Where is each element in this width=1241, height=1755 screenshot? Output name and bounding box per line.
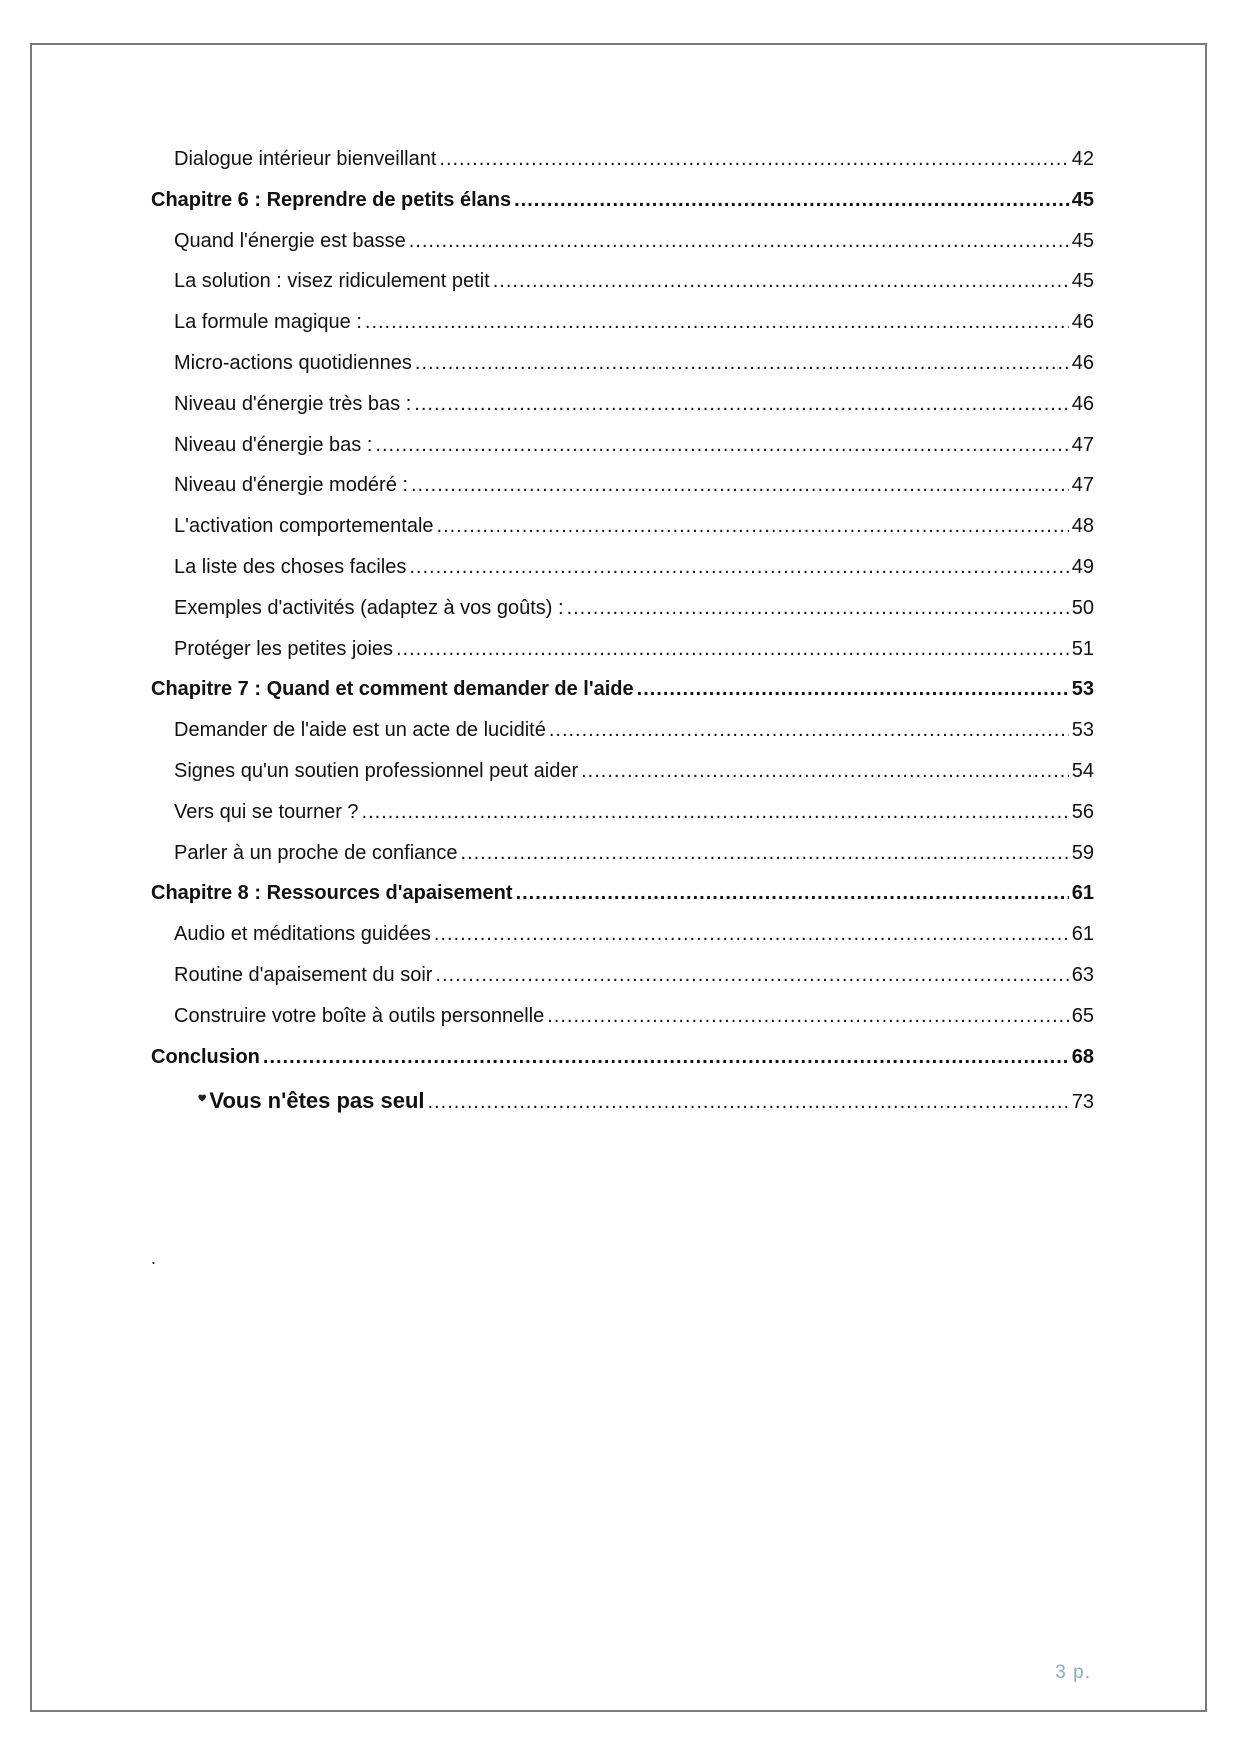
toc-entry-page: 50 — [1071, 596, 1094, 619]
toc-chapter[interactable] — [151, 882, 1094, 923]
toc-leader — [516, 882, 1069, 905]
toc-entry-page: 61 — [1071, 923, 1094, 946]
toc-entry[interactable] — [151, 760, 1094, 801]
toc-leader — [549, 719, 1069, 742]
toc-leader — [396, 638, 1069, 661]
toc-entry-label: Dialogue intérieur bienveillant — [174, 148, 437, 170]
toc-entry-label: Signes qu'un soutien professionnel peut aider — [174, 759, 579, 782]
toc-entry[interactable] — [151, 801, 1094, 842]
toc-entry-page: 45 — [1071, 229, 1094, 252]
toc-entry[interactable] — [151, 556, 1094, 597]
toc-entry-label: Routine d'apaisement du soir — [174, 963, 433, 986]
toc-leader — [362, 801, 1069, 824]
toc-entry-page: 45 — [1071, 270, 1094, 293]
toc-entry-label: La formule magique : — [174, 311, 362, 334]
toc-entry-page: 73 — [1071, 1091, 1094, 1114]
toc-entry-page: 49 — [1071, 555, 1094, 578]
toc-entry[interactable] — [151, 923, 1094, 964]
toc-leader — [414, 393, 1068, 416]
toc-leader — [263, 1046, 1069, 1069]
toc-entry[interactable] — [151, 597, 1094, 638]
toc-entry-label: Vous n'êtes pas seul — [209, 1088, 425, 1114]
toc-entry-page: 56 — [1071, 800, 1094, 823]
toc-leader — [409, 230, 1069, 253]
toc-entry[interactable] — [151, 638, 1094, 679]
toc-chapter[interactable] — [151, 189, 1094, 230]
table-of-contents — [151, 148, 1094, 1132]
toc-leader — [439, 148, 1068, 171]
stray-mark: . — [151, 1248, 157, 1268]
toc-leader — [547, 1005, 1069, 1028]
toc-entry-label: Micro-actions quotidiennes — [174, 351, 412, 374]
toc-entry-label: Parler à un proche de confiance — [174, 841, 458, 864]
toc-leader — [437, 515, 1069, 538]
toc-entry[interactable] — [151, 474, 1094, 515]
toc-entry[interactable] — [151, 719, 1094, 760]
toc-leader — [581, 760, 1069, 783]
toc-entry-label: Construire votre boîte à outils personnelle — [174, 1004, 545, 1027]
toc-leader — [415, 352, 1069, 375]
toc-entry[interactable] — [151, 393, 1094, 434]
toc-entry-label: Exemples d'activités (adaptez à vos goûts) : — [174, 596, 564, 619]
toc-leader — [493, 270, 1069, 293]
toc-entry-page: 68 — [1071, 1045, 1094, 1068]
toc-leader — [434, 923, 1069, 946]
toc-leader — [375, 434, 1068, 457]
toc-entry-page: 42 — [1071, 148, 1094, 170]
toc-entry-page: 47 — [1071, 474, 1094, 497]
toc-entry-page: 63 — [1071, 963, 1094, 986]
toc-entry[interactable] — [151, 148, 1094, 189]
toc-leader — [428, 1091, 1069, 1114]
toc-entry-page: 48 — [1071, 515, 1094, 538]
toc-leader — [514, 189, 1069, 212]
toc-entry[interactable] — [151, 352, 1094, 393]
toc-entry-label: Niveau d'énergie bas : — [174, 433, 373, 456]
toc-entry-label: Chapitre 6 : Reprendre de petits élans — [151, 188, 512, 211]
toc-entry-page: 45 — [1071, 188, 1094, 211]
toc-entry-page: 46 — [1071, 351, 1094, 374]
toc-entry-page: 54 — [1071, 759, 1094, 782]
toc-leader — [411, 474, 1069, 497]
toc-entry-page: 51 — [1071, 637, 1094, 660]
black-heart-icon — [198, 1088, 206, 1108]
toc-entry-label: Chapitre 8 : Ressources d'apaisement — [151, 882, 513, 905]
toc-entry[interactable] — [151, 515, 1094, 556]
toc-entry-label: Protéger les petites joies — [174, 637, 394, 660]
toc-entry-label: Niveau d'énergie très bas : — [174, 392, 412, 415]
toc-entry-label: Conclusion — [151, 1045, 260, 1068]
toc-leader — [365, 311, 1069, 334]
toc-entry[interactable] — [151, 270, 1094, 311]
toc-entry[interactable] — [151, 230, 1094, 271]
toc-entry-label: Quand l'énergie est basse — [174, 229, 406, 252]
toc-leader — [567, 597, 1069, 620]
toc-entry-page: 61 — [1071, 882, 1094, 905]
toc-chapter[interactable] — [151, 678, 1094, 719]
toc-entry-page: 47 — [1071, 433, 1094, 456]
toc-entry-label: L'activation comportementale — [174, 515, 434, 538]
toc-entry[interactable] — [151, 1005, 1094, 1046]
toc-entry[interactable] — [151, 311, 1094, 352]
toc-entry-special[interactable] — [151, 1086, 1094, 1132]
toc-leader — [435, 964, 1068, 987]
toc-entry-page: 59 — [1071, 841, 1094, 864]
toc-entry[interactable] — [151, 434, 1094, 475]
toc-entry-label: Demander de l'aide est un acte de lucidité — [174, 719, 546, 742]
page-number: 3 p. — [1055, 1662, 1091, 1683]
toc-entry[interactable] — [151, 842, 1094, 883]
toc-entry-label: La liste des choses faciles — [174, 555, 407, 578]
toc-entry-page: 46 — [1071, 311, 1094, 334]
toc-entry-label: Chapitre 7 : Quand et comment demander de l'aide — [151, 678, 634, 701]
toc-entry-label: La solution : visez ridiculement petit — [174, 270, 490, 293]
toc-entry-page: 53 — [1071, 719, 1094, 742]
toc-leader — [637, 678, 1069, 701]
toc-chapter[interactable] — [151, 1046, 1094, 1087]
toc-entry-label: Niveau d'énergie modéré : — [174, 474, 408, 497]
toc-entry-page: 65 — [1071, 1004, 1094, 1027]
toc-leader — [461, 842, 1069, 865]
toc-entry-page: 46 — [1071, 392, 1094, 415]
toc-entry-label: Vers qui se tourner ? — [174, 800, 359, 823]
toc-leader — [409, 556, 1068, 579]
toc-entry[interactable] — [151, 964, 1094, 1005]
toc-entry-page: 53 — [1071, 678, 1094, 701]
toc-entry-label: Audio et méditations guidées — [174, 923, 431, 946]
